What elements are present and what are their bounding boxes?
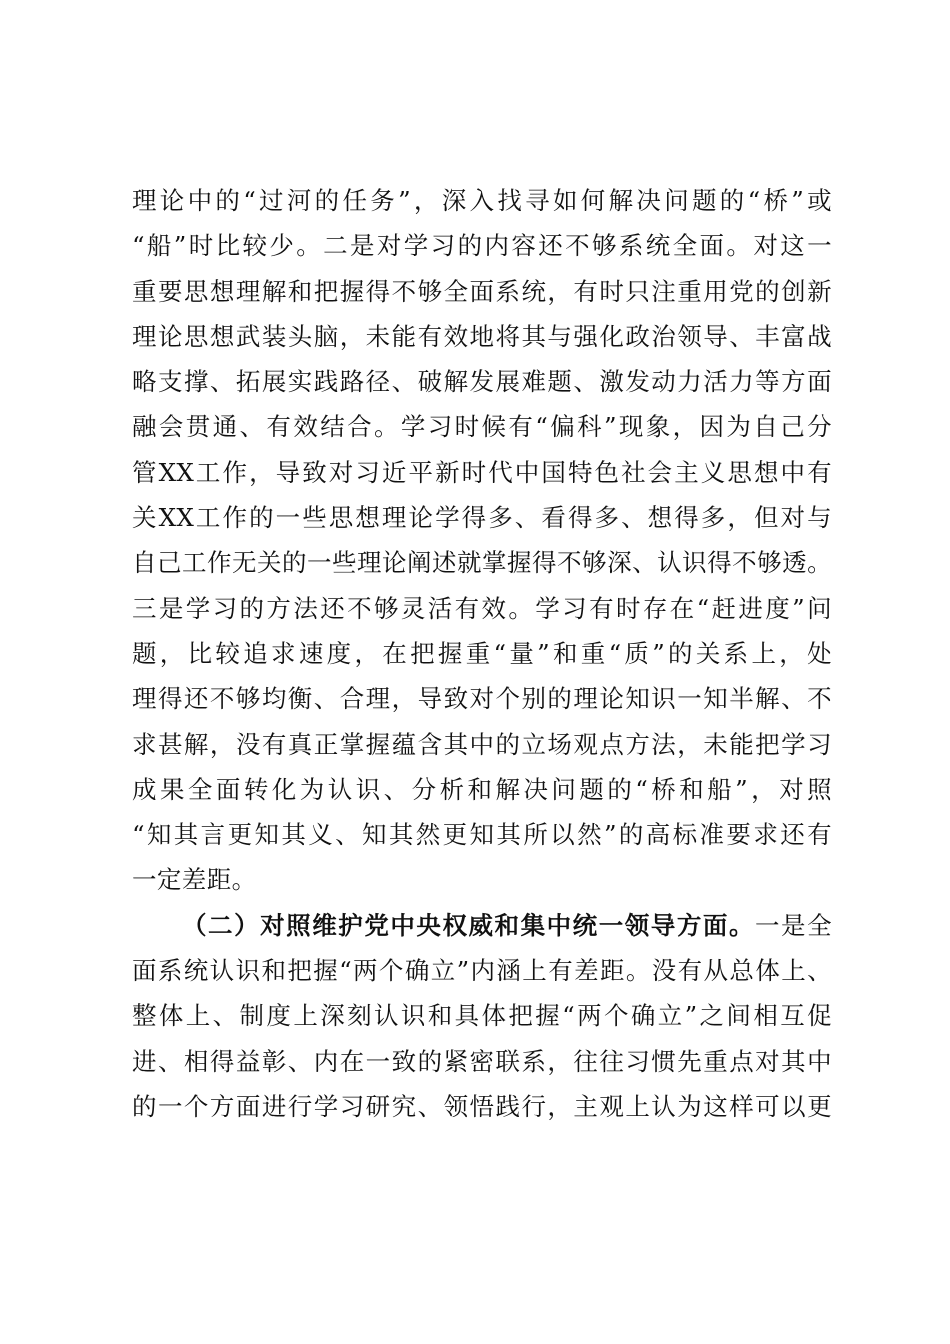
text-line: 题，比较追求速度，在把握重“量”和重“质”的关系上，处	[132, 638, 832, 668]
text-line: 理论中的“过河的任务”，深入找寻如何解决问题的“桥”或	[132, 186, 832, 215]
text-line: 理得还不够均衡、合理，导致对个别的理论知识一知半解、不	[132, 684, 832, 714]
text-line: 的一个方面进行学习研究、领悟践行，主观上认为这样可以更	[132, 1091, 832, 1121]
text-line: 面系统认识和把握“两个确立”内涵上有差距。没有从总体上、	[132, 956, 832, 986]
text-line: “船”时比较少。二是对学习的内容还不够系统全面。对这一	[132, 231, 832, 261]
section-first-line-rest: 一是全	[755, 910, 832, 940]
text-line: 管XX工作，导致对习近平新时代中国特色社会主义思想中有	[132, 457, 832, 487]
text-line: “知其言更知其义、知其然更知其所以然”的高标准要求还有	[132, 820, 832, 850]
text-line: 一定差距。	[132, 865, 257, 895]
section-first-line	[132, 903, 832, 948]
text-line: 略支撑、拓展实践路径、破解发展难题、激发动力活力等方面	[132, 367, 832, 397]
body-text	[132, 178, 832, 1129]
text-line: 求甚解，没有真正掌握蕴含其中的立场观点方法，未能把学习	[132, 729, 832, 759]
text-line: 整体上、制度上深刻认识和具体把握“两个确立”之间相互促	[132, 1001, 832, 1031]
text-line: 自己工作无关的一些理论阐述就掌握得不够深、认识得不够透。	[132, 548, 832, 578]
text-line: 融会贯通、有效结合。学习时候有“偏科”现象，因为自己分	[132, 412, 832, 442]
section-heading: （二）对照维护党中央权威和集中统一领导方面。	[182, 910, 755, 940]
text-line: 进、相得益彰、内在一致的紧密联系，往往习惯先重点对其中	[132, 1046, 832, 1076]
text-line: 三是学习的方法还不够灵活有效。学习有时存在“赶进度”问	[132, 593, 832, 623]
text-line: 成果全面转化为认识、分析和解决问题的“桥和船”，对照	[132, 774, 832, 804]
text-line: 重要思想理解和把握得不够全面系统，有时只注重用党的创新	[132, 276, 832, 306]
text-line: 关XX工作的一些思想理论学得多、看得多、想得多，但对与	[132, 503, 832, 533]
text-line: 理论思想武装头脑，未能有效地将其与强化政治领导、丰富战	[132, 321, 832, 351]
